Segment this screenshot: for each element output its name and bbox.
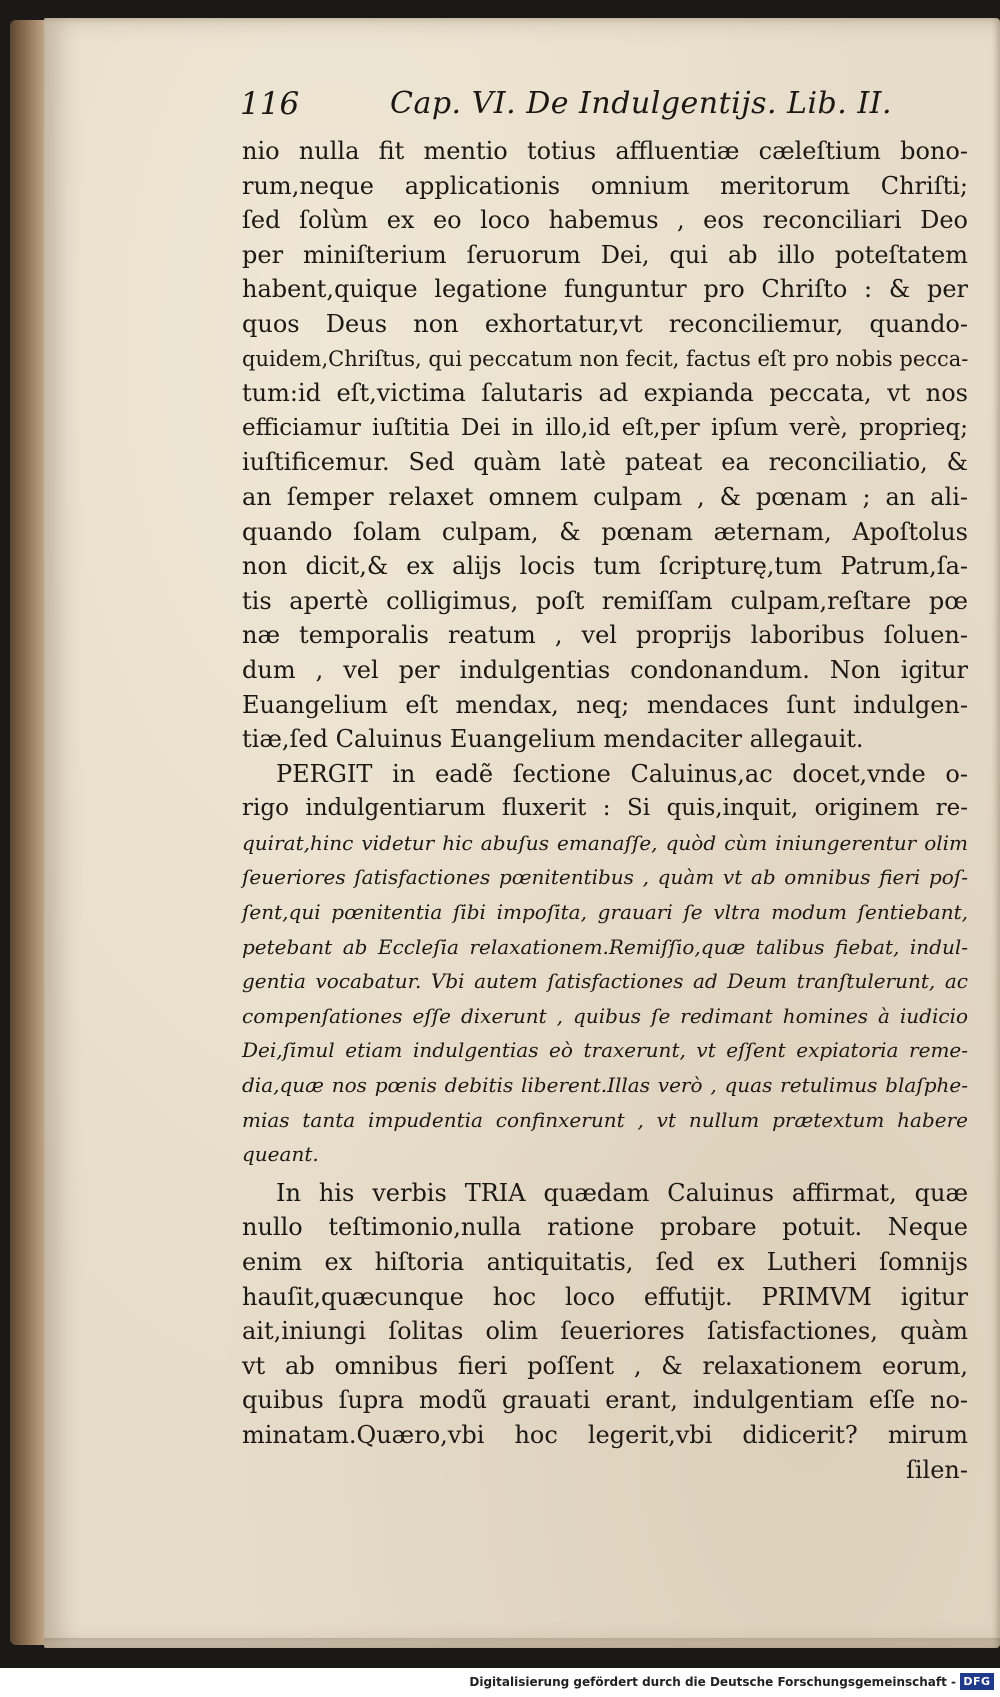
- text-line: dum , vel per indulgentias condonandum. Non igitur: [242, 655, 968, 684]
- quotation-line: quirat,hinc videtur hic abuſus emanaſſe, quòd cùm iniungerentur olim: [242, 830, 968, 855]
- text-line: nio nulla fit mentio totius affluentiæ cæleſtium bono-: [242, 137, 968, 165]
- text-line: ait,iniungi ſolitas olim ſeueriores ſatisfactiones, quàm: [242, 1317, 968, 1346]
- text-line: In his verbis TRIA quædam Caluinus affirmat, quæ: [276, 1178, 968, 1207]
- text-line: habent,quique legatione funguntur pro Chriſto : & per: [242, 275, 968, 304]
- text-line: vt ab omnibus fieri poſſent , & relaxationem eorum,: [242, 1351, 968, 1380]
- digitization-footer: [0, 1668, 1000, 1697]
- running-head: [240, 86, 893, 132]
- page-number: 116: [240, 86, 300, 122]
- text-line: enim ex hiſtoria antiquitatis, ſed ex Lutheri ſomnijs: [242, 1248, 968, 1276]
- text-line: rum,neque applicationis omnium meritorum Chriſti;: [242, 171, 968, 200]
- text-line: næ temporalis reatum , vel proprijs laboribus ſoluen-: [242, 621, 968, 650]
- quotation-line: compenſationes eſſe dixerunt , quibus ſe redimant homines à iudicio: [242, 1003, 968, 1028]
- chapter-title: Cap. VI. De Indulgentijs. Lib. II.: [390, 86, 893, 121]
- text-line: tiæ,ſed Caluinus Euangelium mendaciter allegauit.: [242, 725, 864, 754]
- text-line: tis apertè colligimus, poſt remiſſam culpam,reſtare pœ: [242, 586, 968, 615]
- text-line: rigo indulgentiarum fluxerit : Si quis,inquit, originem re-: [242, 795, 968, 822]
- text-line: quando ſolam culpam, & pœnam æternam, Apoſtolus: [242, 517, 968, 546]
- text-line: quidem,Chriſtus, qui peccatum non fecit, factus eſt pro nobis pecca-: [242, 346, 969, 371]
- quotation-line: petebant ab Eccleſia relaxationem.Remiſſio,quæ talibus fiebat, indul-: [242, 934, 968, 959]
- text-line: ſed ſolùm ex eo loco habemus , eos reconciliari Deo: [242, 206, 968, 235]
- page-bottom-shadow: [44, 1638, 1000, 1650]
- funding-credit: Digitalisierung gefördert durch die Deutsche Forschungsgemeinschaft -: [469, 1675, 956, 1689]
- text-line: hauſit,quæcunque hoc loco effutijt. PRIMVM igitur: [242, 1282, 968, 1311]
- text-line: an ſemper relaxet omnem culpam , & pœnam ; an ali-: [242, 482, 968, 511]
- text-line: quibus ſupra modũ grauati erant, indulgentiam eſſe no-: [242, 1386, 968, 1415]
- quotation-line: queant.: [242, 1142, 319, 1167]
- body-text: [242, 134, 968, 1487]
- text-line: nullo teſtimonio,nulla ratione probare potuit. Neque: [242, 1213, 968, 1242]
- text-line: quos Deus non exhortatur,vt reconciliemur, quando-: [242, 309, 968, 338]
- quotation-line: dia,quæ nos pœnis debitis liberent.Illas verò , quas retulimus blaſphe-: [242, 1073, 968, 1098]
- text-line: efficiamur iuſtitia Dei in illo,id eſt,per ipſum verè, proprieq;: [242, 414, 968, 441]
- catchword: ſilen-: [905, 1455, 968, 1484]
- text-line: iuſtificemur. Sed quàm latè pateat ea reconciliatio, &: [242, 448, 968, 477]
- quotation-line: mias tanta impudentia confinxerunt , vt nullum prætextum habere: [242, 1107, 968, 1132]
- dfg-logo-icon: DFG: [960, 1673, 994, 1690]
- quotation-line: Dei,ſimul etiam indulgentias eò traxerunt, vt eſſent expiatoria reme-: [242, 1038, 968, 1063]
- quotation-line: ſent,qui pœnitentia ſibi impoſita, grauari ſe vltra modum ſentiebant,: [242, 900, 968, 925]
- text-line: tum:id eſt,victima ſalutaris ad expianda peccata, vt nos: [242, 379, 968, 408]
- text-line: non dicit,& ex alijs locis tum ſcripturę,tum Patrum,ſa-: [242, 552, 968, 581]
- text-line: per miniſterium ſeruorum Dei, qui ab illo poteſtatem: [242, 240, 968, 269]
- quotation-line: ſeueriores ſatisfactiones pœnitentibus , quàm vt ab omnibus fieri poſ-: [242, 865, 968, 890]
- text-line: PERGIT in eadẽ ſectione Caluinus,ac docet,vnde o-: [276, 759, 968, 788]
- text-line: minatam.Quæro,vbi hoc legerit,vbi didicerit? mirum: [242, 1420, 968, 1449]
- quotation-line: gentia vocabatur. Vbi autem ſatisfactiones ad Deum tranſtulerunt, ac: [242, 969, 968, 994]
- text-line: Euangelium eſt mendax, neq; mendaces ſunt indulgen-: [242, 690, 968, 719]
